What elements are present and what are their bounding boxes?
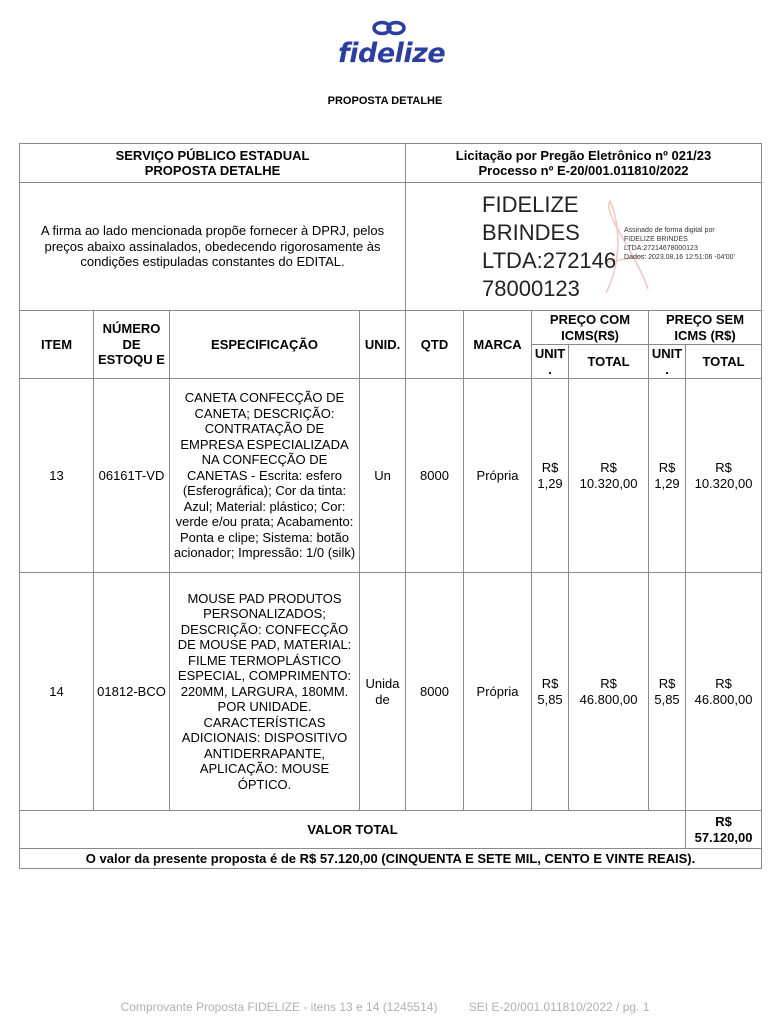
col-unid: UNID. (360, 311, 406, 379)
service-title: SERVIÇO PÚBLICO ESTADUAL (115, 147, 310, 163)
digital-signature (406, 183, 762, 311)
col-unit-com: UNIT . (532, 345, 569, 379)
table-row (20, 573, 762, 811)
header-right (406, 144, 762, 183)
process-number: Processo nº E-20/001.011810/2022 (478, 163, 689, 178)
col-com-icms: PREÇO COM ICMS(R$) (532, 311, 649, 345)
proposal-table (19, 143, 762, 869)
col-estoque: NÚMERO DE ESTOQU E (94, 311, 170, 379)
total-price-sem: R$ 46.800,00 (686, 573, 762, 811)
col-spec: ESPECIFICAÇÃO (170, 311, 360, 379)
fidelize-logo (332, 20, 464, 70)
col-marca: MARCA (464, 311, 532, 379)
item-qty: 8000 (406, 573, 464, 811)
item-number: 13 (20, 379, 94, 573)
total-price-com: R$ 10.320,00 (569, 379, 649, 573)
stock-number: 06161T-VD (94, 379, 170, 573)
footer-right: SEI E-20/001.011810/2022 / pg. 1 (468, 1000, 650, 1014)
table-row (20, 379, 762, 573)
col-unit-sem: UNIT . (649, 345, 686, 379)
item-spec: MOUSE PAD PRODUTOS PERSONALIZADOS; DESCRIÇÃO: CONFECÇÃO DE MOUSE PAD, MATERIAL: FILME TERMOPLÁSTICO ESPECIAL, COMPRIMENTO: 220MM, LARGURA, 180MM. POR UNIDADE. CARACTERÍSTICAS ADICIONAIS: DISPOSITIVO ANTIDERRAPANTE, APLICAÇÃO: MOUSE ÓPTICO. (170, 573, 360, 811)
valor-total-label: VALOR TOTAL (20, 811, 686, 849)
unit-price-sem: R$ 1,29 (649, 379, 686, 573)
proposal-subtitle: PROPOSTA DETALHE (144, 163, 281, 178)
unit-price-com: R$ 5,85 (532, 573, 569, 811)
col-total-com: TOTAL (569, 345, 649, 379)
item-qty: 8000 (406, 379, 464, 573)
page-footer (0, 1000, 770, 1014)
header-left (20, 144, 406, 183)
logo-text: fidelize (338, 38, 446, 69)
document-title: PROPOSTA DETALHE (327, 95, 443, 107)
intro-text: A firma ao lado mencionada propõe fornecer à DPRJ, pelos preços abaixo assinalados, obedecendo rigorosamente às condições estipuladas constantes do EDITAL. (20, 183, 406, 311)
bidding-number: Licitação por Pregão Eletrônico nº 021/23 (455, 147, 712, 163)
col-sem-icms: PREÇO SEM ICMS (R$) (649, 311, 762, 345)
item-number: 14 (20, 573, 94, 811)
stock-number: 01812-BCO (94, 573, 170, 811)
signature-note: Assinado de forma digital por FIDELIZE BRINDES LTDA:27214678000123 Dados: 2023.08.16 12:51:06 -04'00' (624, 227, 735, 261)
footer-left: Comprovante Proposta FIDELIZE - itens 13 e 14 (1245514) (120, 1000, 438, 1014)
unit-price-com: R$ 1,29 (532, 379, 569, 573)
item-brand: Própria (464, 379, 532, 573)
col-total-sem: TOTAL (686, 345, 762, 379)
unit-price-sem: R$ 5,85 (649, 573, 686, 811)
total-price-com: R$ 46.800,00 (569, 573, 649, 811)
valor-total-value: R$ 57.120,00 (686, 811, 762, 849)
valor-extenso: O valor da presente proposta é de R$ 57.120,00 (CINQUENTA E SETE MIL, CENTO E VINTE REAIS). (20, 849, 762, 869)
col-qtd: QTD (406, 311, 464, 379)
item-unit: Un (360, 379, 406, 573)
signer-name: FIDELIZE BRINDES LTDA:272146 78000123 (482, 192, 617, 301)
item-unit: Unida de (360, 573, 406, 811)
infinity-logo-icon (372, 20, 406, 36)
col-item: ITEM (20, 311, 94, 379)
total-price-sem: R$ 10.320,00 (686, 379, 762, 573)
item-spec: CANETA CONFECÇÃO DE CANETA; DESCRIÇÃO: CONTRATAÇÃO DE EMPRESA ESPECIALIZADA NA CONFECÇÃO DE CANETAS - Escrita: esfero (Esferográfica); Cor da tinta: Azul; Material: plástico; Cor: verde e/ou prata; Acabamento: Ponta e clipe; Sistema: botão acionador; Impressão: 1/0 (silk) (170, 379, 360, 573)
item-brand: Própria (464, 573, 532, 811)
